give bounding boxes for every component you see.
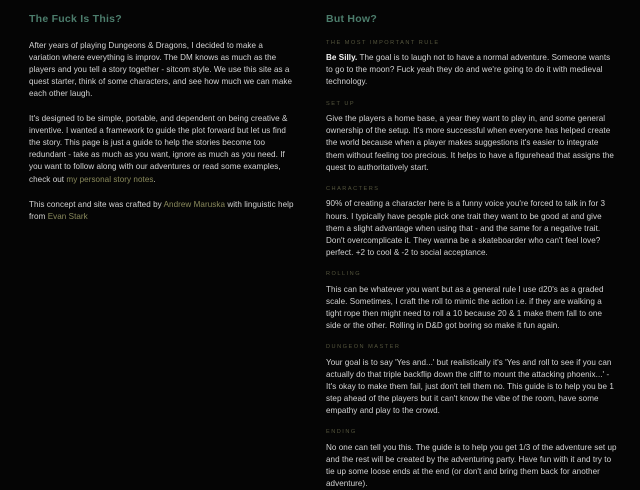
right-column-title: But How? (326, 13, 377, 25)
credits-text-before: This concept and site was crafted by (29, 199, 164, 209)
rule-block-rolling (326, 271, 618, 332)
rule-block-ending (326, 429, 618, 490)
rule-body-text: The goal is to laugh not to have a normal adventure. Someone wants to go to the moon? Fuck yeah they do and we're going to do it with medieval technology. (326, 53, 611, 87)
rule-text: Give the players a home base, a year they want to play in, and some general ownership of the setup. It's more successful when everyone has helped create the world because when a player makes suggestions it's easier to integrate them without feeling too precious. It helps to have a figurehead that assigns the quest to authoritatively start. (326, 114, 614, 172)
left-column-title: The Fuck Is This? (29, 13, 122, 25)
intro-paragraph-2-text-before: It's designed to be simple, portable, and dependent on being creative & inventive. I wanted a framework to guide the plot forward but let us find the story. This page is just a guide to help the stories become too redundant - take as much as you want, ignore as much as you need. If you want to follow along with our adventures or read some examples, check out (29, 114, 288, 184)
left-column (0, 13, 318, 416)
rule-label: ROLLING (326, 270, 362, 277)
rule-lead: Be Silly. (326, 53, 358, 63)
rule-block-dungeon-master (326, 344, 618, 417)
credits-paragraph (29, 199, 296, 223)
rule-text: Your goal is to say 'Yes and...' but realistically it's 'Yes and roll to see if you can actually do that triple backflip down the cliff to mount the attacking phoenix...' - It's okay to make them fail, just don't tell them no. This guide is to help you be 1 step ahead of the players but it can't know the vibe of the room, have some empathy and play to the crowd. (326, 357, 614, 416)
linguist-link[interactable]: Evan Stark (47, 211, 88, 221)
story-notes-link[interactable]: my personal story notes (66, 174, 154, 184)
rule-text: This can be whatever you want but as a general rule I use d20's as a graded scale. Sometimes, I craft the roll to mimic the action i.e. if they are walking a tight rope then might need to roll a 10 because 20 & 1 make them fall to one side or the other. Rolling in D&D got boring so make it fun again. (326, 284, 604, 330)
rule-block-set-up (326, 101, 618, 174)
rule-block-characters (326, 186, 618, 259)
rule-label: DUNGEON MASTER (326, 344, 401, 350)
intro-paragraph-1: After years of playing Dungeons & Dragons, I decided to make a variation where everything is improv. The DM knows as much as the players and you tell a story together - sitcom style. We use this site as a quest starter, think of some characters, and see how much we can make each other laugh. (29, 40, 293, 98)
rule-label: ENDING (326, 429, 357, 436)
credits-text-middle: with linguistic help from (29, 199, 294, 221)
rule-block-most-important (326, 40, 618, 89)
rule-text: 90% of creating a character here is a funny voice you're forced to talk in for 3 hours. I typically have people pick one trait they want to be good at and give them a slight advantage when using that - and the same for a negative trait. Don't overcomplicate it. They wanna be a skateboarder who can't feel love? perfect. +2 to cool & -2 to social acceptance. (326, 199, 606, 257)
intro-paragraph-2-text-after: . (153, 174, 156, 184)
rule-label: CHARACTERS (326, 185, 380, 192)
rule-label: THE MOST IMPORTANT RULE (326, 39, 440, 46)
author-link[interactable]: Andrew Maruska (163, 199, 226, 209)
rule-text (326, 52, 618, 88)
rule-text: No one can tell you this. The guide is to help you get 1/3 of the adventure set up and the rest will be created by the adventuring party. Have fun with it and try to tie up some loose ends at the end (or don't and bring them back for another adventure). (326, 442, 617, 489)
right-column (318, 13, 640, 489)
intro-paragraph-2 (29, 113, 296, 186)
rule-label: SET UP (326, 100, 356, 107)
